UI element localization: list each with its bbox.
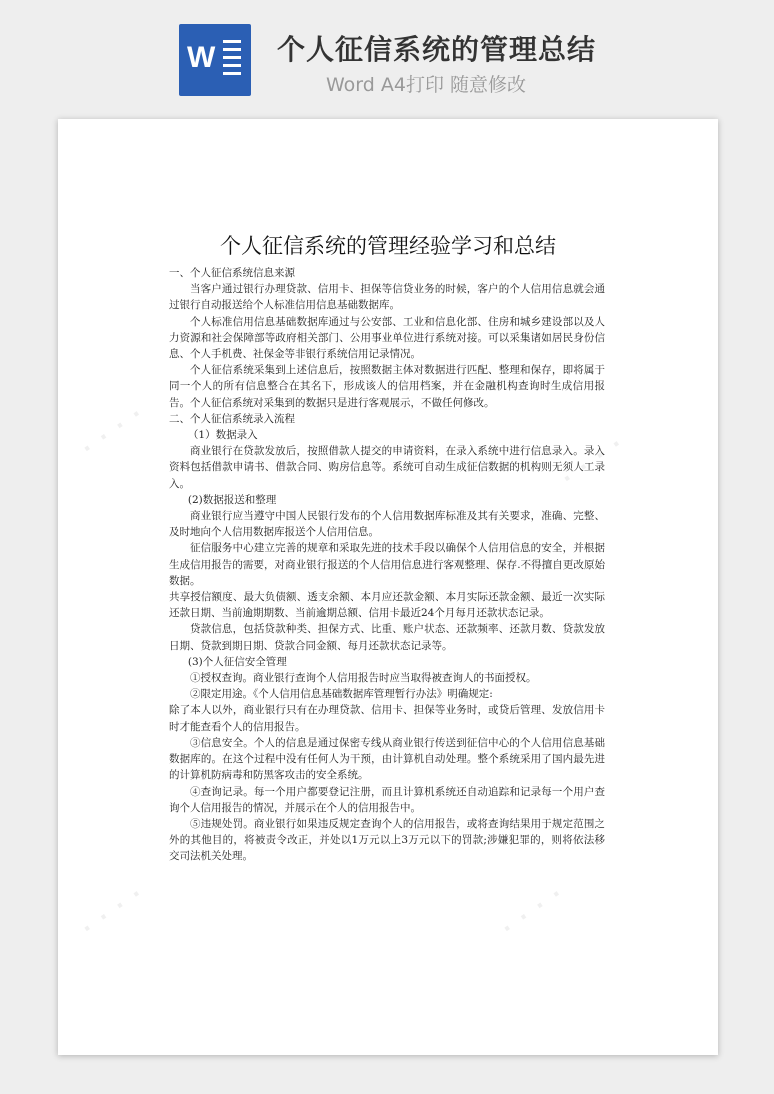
paragraph: 商业银行应当遵守中国人民银行发布的个人信用数据库标准及其有关要求，准确、完整、及时地向个人信用数据库报送个人信用信息。 [169, 510, 605, 539]
header-title: 个人征信系统的管理总结 [277, 33, 597, 66]
page-header [0, 0, 774, 110]
paragraph: 商业银行在贷款发放后，按照借款人提交的申请资料，在录入系统中进行信息录入。录入资料包括借款申请书、借款合同、购房信息等。系统可自动生成征信数据的机构则无须人工录入。 [169, 445, 605, 490]
paragraph: 个人征信系统采集到上述信息后，按照数据主体对数据进行匹配、整理和保存，即将属于同一个人的所有信息整合在其名下，形成该人的信用档案，并在金融机构查询时生成信用报告。个人征信系统对采集到的数据只是进行客观展示，不做任何修改。 [169, 364, 605, 409]
paragraph: 个人标准信用信息基础数据库通过与公安部、工业和信息化部、住房和城乡建设部以及人力资源和社会保障部等政府相关部门、公用事业单位进行系统对接。可以采集诸如居民身份信息、个人手机费、社保金等非银行系统信用记录情况。 [169, 315, 605, 361]
subsection-heading: (2)数据报送和整理 [187, 493, 277, 506]
section-heading: 二、个人征信系统录入流程 [169, 412, 295, 425]
word-icon-letter: W [187, 41, 216, 74]
paragraph: 征信服务中心建立完善的规章和采取先进的技术手段以确保个人信用信息的安全，并根据生成信用报告的需要，对商业银行报送的个人信用信息进行客观整理、保存.不得擅自更改原始数据。 [169, 542, 605, 587]
subsection-heading: （1）数据录入 [187, 429, 258, 442]
header-subtitle: Word A4打印 随意修改 [326, 74, 527, 96]
word-icon-lines [223, 40, 241, 80]
document-page [58, 119, 718, 1055]
paragraph: 当客户通过银行办理贷款、信用卡、担保等信贷业务的时候，客户的个人信用信息就会通过银行自动报送给个人标准信用信息基础数据库。 [169, 283, 605, 312]
document-title: 个人征信系统的管理经验学习和总结 [220, 234, 556, 258]
paragraph: ④查询记录。每一个用户都要登记注册，而且计算机系统还自动追踪和记录每一个用户查询个人信用报告的情况，并展示在个人的信用报告中。 [169, 785, 605, 814]
paragraph: ①授权查询。商业银行查询个人信用报告时应当取得被查询人的书面授权。 [190, 672, 537, 685]
paragraph: ②限定用途。《个人信用信息基础数据库管理暂行办法》明确规定: [190, 688, 493, 701]
watermark: · · · · [557, 431, 630, 492]
paragraph: 共享授信额度、最大负债额、透支余额、本月应还款金额、本月实际还款金额、最近一次实际还款日期、当前逾期期数、当前逾期总额、信用卡最近24个月每月还款状态记录。 [169, 591, 605, 620]
watermark: · · · · [77, 401, 150, 462]
watermark: · · · · [77, 881, 150, 942]
word-doc-icon [179, 24, 251, 96]
watermark: · · · · [497, 881, 570, 942]
document-body [169, 265, 605, 865]
subsection-heading: (3)个人征信安全管理 [187, 655, 287, 668]
paragraph: 一、个人征信系统信息来源 [169, 267, 295, 279]
paragraph: ③信息安全。个人的信息是通过保密专线从商业银行传送到征信中心的个人信用信息基础数据库的。在这个过程中没有任何人为干预，由计算机自动处理。整个系统采用了国内最先进的计算机防病毒和防黑客攻击的安全系统。 [169, 736, 605, 782]
paragraph: 贷款信息，包括贷款种类、担保方式、比重、账户状态、还款频率、还款月数、贷款发放日期、贷款到期日期、贷款合同金额、每月还款状态记录等。 [169, 623, 605, 652]
paragraph: 除了本人以外，商业银行只有在办理贷款、信用卡、担保等业务时，或贷后管理、发放信用卡时才能查看个人的信用报告。 [169, 704, 605, 733]
paragraph: ⑤违规处罚。商业银行如果违反规定查询个人的信用报告，或将查询结果用于规定范围之外的其他目的，将被责令改正，并处以1万元以上3万元以下的罚款;涉嫌犯罪的，则将依法移交司法机关处理。 [169, 817, 605, 863]
